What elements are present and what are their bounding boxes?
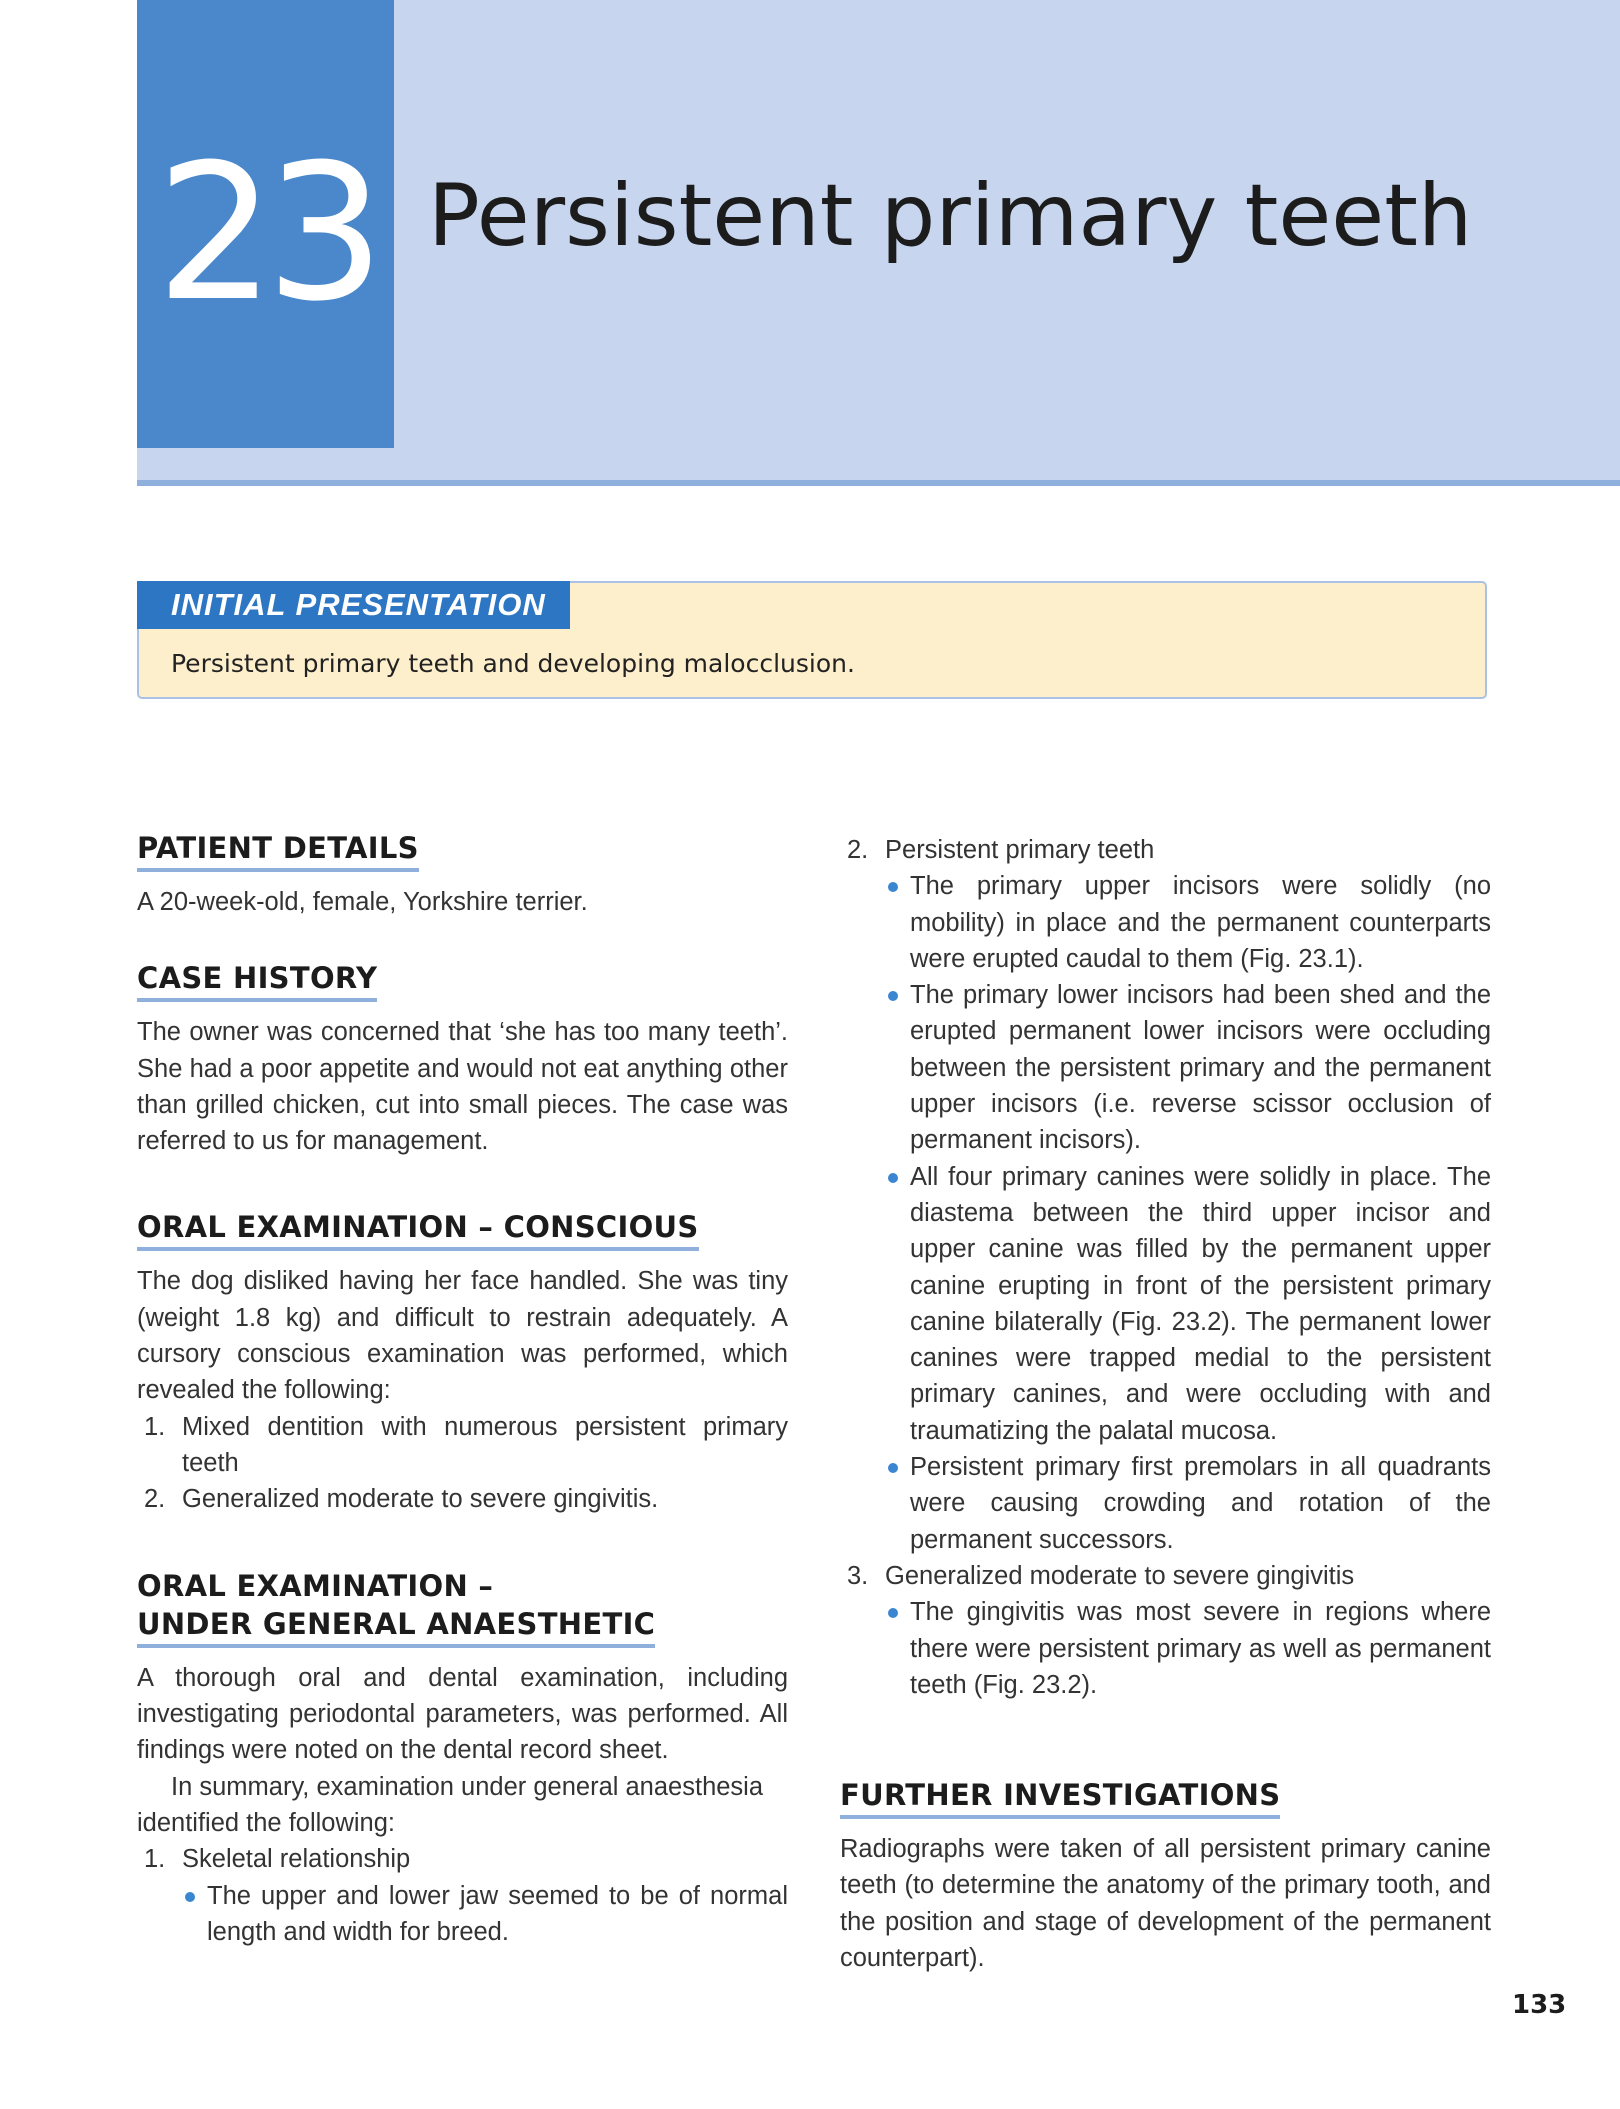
bullet-text: The gingivitis was most severe in regions where there were persistent primary as well as permanent teeth (Fig. 23.2). [910, 1598, 1491, 1699]
initial-presentation-text: Persistent primary teeth and developing malocclusion. [171, 649, 855, 678]
bullet-icon [888, 1608, 898, 1618]
list-number: 2. [144, 1485, 166, 1514]
oral-exam-conscious-heading: ORAL EXAMINATION – CONSCIOUS [137, 1209, 699, 1251]
oral-exam-ga-heading-line2: UNDER GENERAL ANAESTHETIC [137, 1606, 655, 1648]
bullet-text: Persistent primary first premolars in all quadrants were causing crowding and rotation of the permanent successors. [910, 1453, 1491, 1554]
bullet-icon [888, 1463, 898, 1473]
left-column [137, 830, 788, 1950]
bullet-item [840, 868, 1491, 977]
chapter-title: Persistent primary teeth [428, 166, 1473, 266]
right-column [840, 832, 1491, 1976]
list-item-text: Generalized moderate to severe gingivitis [885, 1561, 1355, 1590]
chapter-header-rule [137, 480, 1620, 486]
bullet-item [137, 1878, 788, 1951]
case-history-text: The owner was concerned that ‘she has too many teeth’. She had a poor appetite and would not eat anything other than grilled chicken, cut into small pieces. The case was referred to us for management. [137, 1018, 788, 1156]
list-item-text: Mixed dentition with numerous persistent primary teeth [182, 1412, 788, 1477]
patient-details-heading: PATIENT DETAILS [137, 830, 419, 872]
oral-exam-ga-summary: In summary, examination under general anaesthesia identified the following: [137, 1772, 764, 1838]
list-item-text: Generalized moderate to severe gingivitis. [182, 1485, 659, 1514]
list-item-text: Persistent primary teeth [885, 836, 1155, 864]
patient-details-text: A 20-week-old, female, Yorkshire terrier. [137, 888, 588, 916]
list-number: 1. [144, 1412, 166, 1441]
bullet-text: The primary lower incisors had been shed and the erupted permanent lower incisors were occluding between the persistent primary and the permanent upper incisors (i.e. reverse scissor occlusion of permanent incisors). [910, 981, 1491, 1155]
further-investigations-text: Radiographs were taken of all persistent primary canine teeth (to determine the anatomy of the primary tooth, and the position and stage of development of the permanent counterpart). [840, 1835, 1491, 1973]
bullet-text: The upper and lower jaw seemed to be of normal length and width for breed. [207, 1881, 788, 1946]
oral-exam-ga-heading-line1: ORAL EXAMINATION – [137, 1568, 494, 1603]
list-item-text: Skeletal relationship [182, 1845, 411, 1874]
list-number: 1. [144, 1845, 166, 1874]
list-item [137, 1481, 788, 1517]
bullet-text: The primary upper incisors were solidly (no mobility) in place and the permanent counterparts were erupted caudal to them (Fig. 23.1). [910, 872, 1491, 973]
case-history-heading: CASE HISTORY [137, 960, 377, 1002]
page-number: 133 [1512, 1990, 1567, 2020]
initial-presentation-label: INITIAL PRESENTATION [137, 581, 570, 629]
bullet-text: All four primary canines were solidly in place. The diastema between the third upper incisor and upper canine was filled by the permanent upper canine erupting in front of the persistent primary canine bilaterally (Fig. 23.2). The permanent lower canines were trapped medial to the persistent primary canines, and were occluding with and traumatizing the palatal mucosa. [910, 1162, 1491, 1445]
bullet-icon [888, 882, 898, 892]
oral-exam-ga-text: A thorough oral and dental examination, including investigating periodontal parameters, was performed. All findings were noted on the dental record sheet. [137, 1663, 788, 1765]
bullet-icon [888, 991, 898, 1001]
list-item [840, 832, 1491, 868]
chapter-number: 23 [155, 124, 376, 343]
list-number: 3. [847, 1561, 869, 1590]
bullet-item [840, 1449, 1491, 1558]
bullet-icon [888, 1173, 898, 1183]
bullet-item [840, 1159, 1491, 1449]
watermark [0, 214, 2, 300]
list-number: 2. [847, 836, 869, 864]
oral-exam-conscious-text: The dog disliked having her face handled. She was tiny (weight 1.8 kg) and difficult to restrain adequately. A cursory conscious examination was performed, which revealed the following: [137, 1267, 788, 1405]
list-item [840, 1558, 1491, 1594]
bullet-item [840, 1594, 1491, 1703]
further-investigations-heading: FURTHER INVESTIGATIONS [840, 1777, 1280, 1819]
bullet-icon [185, 1892, 195, 1902]
bullet-item [840, 977, 1491, 1158]
list-item [137, 1409, 788, 1482]
list-item [137, 1841, 788, 1877]
